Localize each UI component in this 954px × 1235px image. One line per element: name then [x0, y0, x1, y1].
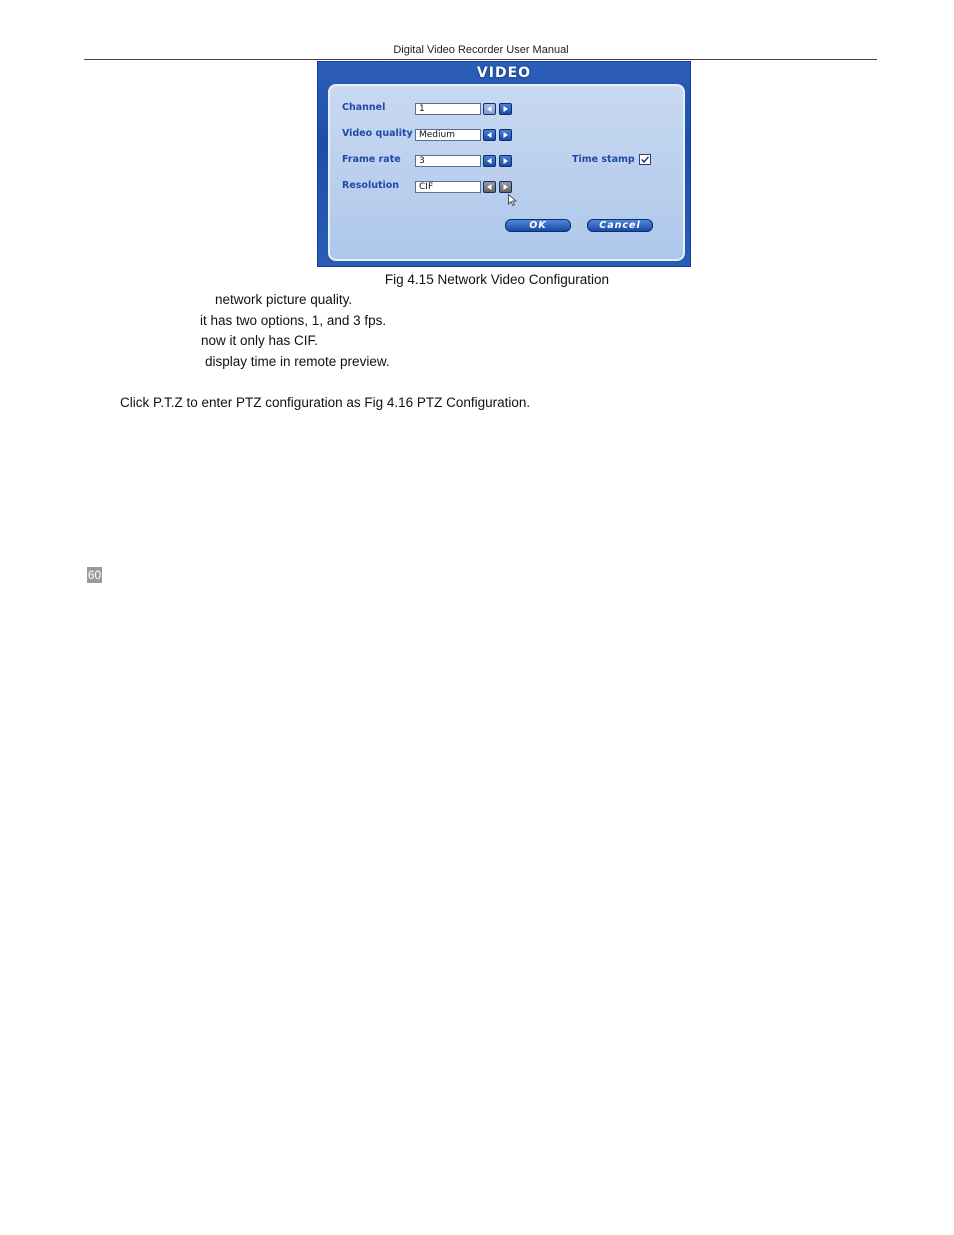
- body-line: now it only has CIF.: [201, 333, 319, 348]
- resolution-field[interactable]: CIF: [415, 181, 481, 193]
- dialog-title: VIDEO: [476, 65, 532, 81]
- video-quality-label: Video quality: [342, 128, 413, 139]
- video-quality-prev-button[interactable]: [483, 129, 496, 141]
- channel-label: Channel: [342, 102, 386, 113]
- body-line: network picture quality.: [215, 292, 353, 307]
- frame-rate-prev-button[interactable]: [483, 155, 496, 167]
- figure-caption: Fig 4.15 Network Video Configuration: [384, 272, 610, 287]
- frame-rate-next-button[interactable]: [499, 155, 512, 167]
- video-quality-next-button[interactable]: [499, 129, 512, 141]
- frame-rate-field[interactable]: 3: [415, 155, 481, 167]
- arrow-left-icon: [484, 130, 495, 140]
- body-line: Click P.T.Z to enter PTZ configuration as Fig 4.16 PTZ Configuration.: [120, 395, 531, 410]
- arrow-right-icon: [500, 104, 511, 114]
- time-stamp-checkbox[interactable]: [639, 154, 651, 165]
- channel-next-button[interactable]: [499, 103, 512, 115]
- body-line: it has two options, 1, and 3 fps.: [200, 313, 387, 328]
- dialog-panel: [328, 84, 685, 261]
- arrow-left-icon: [484, 104, 495, 114]
- time-stamp-label: Time stamp: [572, 154, 635, 165]
- arrow-right-icon: [500, 182, 511, 192]
- cancel-button[interactable]: Cancel: [587, 219, 653, 232]
- resolution-next-button[interactable]: [499, 181, 512, 193]
- header-rule: [84, 59, 877, 60]
- body-line: display time in remote preview.: [205, 354, 390, 369]
- video-config-dialog: [317, 61, 691, 267]
- arrow-right-icon: [500, 130, 511, 140]
- resolution-label: Resolution: [342, 180, 400, 191]
- mouse-cursor-icon: [508, 194, 517, 206]
- channel-field[interactable]: 1: [415, 103, 481, 115]
- resolution-prev-button[interactable]: [483, 181, 496, 193]
- running-header: Digital Video Recorder User Manual: [393, 44, 569, 56]
- page-number: 60: [87, 568, 102, 582]
- ok-button[interactable]: OK: [505, 219, 571, 232]
- checkmark-icon: [640, 155, 650, 164]
- channel-prev-button[interactable]: [483, 103, 496, 115]
- arrow-right-icon: [500, 156, 511, 166]
- arrow-left-icon: [484, 182, 495, 192]
- video-quality-field[interactable]: Medium: [415, 129, 481, 141]
- frame-rate-label: Frame rate: [342, 154, 401, 165]
- arrow-left-icon: [484, 156, 495, 166]
